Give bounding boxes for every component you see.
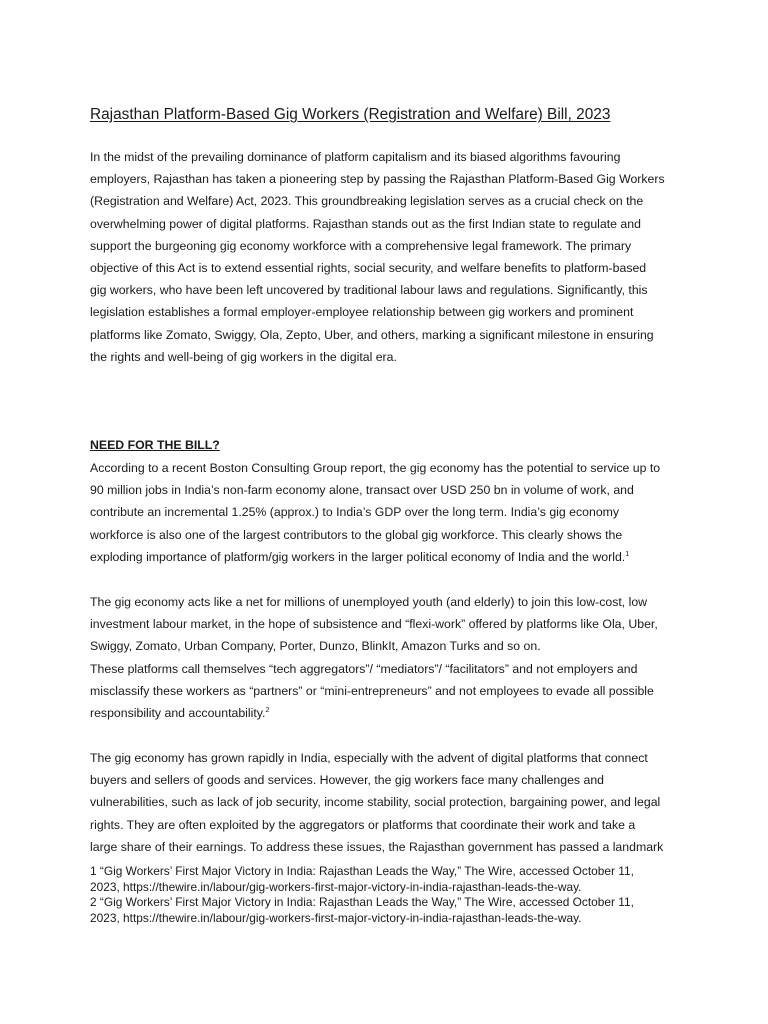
footnotes — [90, 864, 690, 926]
text-line: 90 million jobs in India’s non-farm economy alone, transact over USD 250 bn in volume of work, and — [90, 483, 634, 498]
text-fragment: responsibility and accountability. — [90, 706, 266, 721]
text-line: large share of their earnings. To address these issues, the Rajasthan government has passed a landmark — [90, 839, 664, 854]
need-paragraph-3 — [90, 747, 682, 858]
text-line — [90, 702, 682, 724]
text-line: These platforms call themselves “tech aggregators”/ “mediators”/ “facilitators” and not employers and — [90, 661, 638, 676]
text-line: The gig economy has grown rapidly in India, especially with the advent of digital platforms that connect — [90, 751, 648, 765]
text-line: objective of this Act is to extend essential rights, social security, and welfare benefits to platform-based — [90, 261, 647, 276]
footnote-line: 2023, https://thewire.in/labour/gig-workers-first-major-victory-in-india-rajasthan-leads-the-way. — [90, 879, 582, 894]
need-paragraph-2 — [90, 591, 682, 724]
footnote-ref: 1 — [625, 550, 630, 558]
text-line: The gig economy acts like a net for millions of unemployed youth (and elderly) to join this low-cost, low — [90, 595, 648, 609]
text-line: workforce is also one of the largest contributors to the global gig workforce. This clearly shows the — [90, 527, 623, 542]
text-line: overwhelming power of digital platforms. Rajasthan stands out as the first Indian state to regulate and — [90, 216, 641, 231]
text-line: misclassify these workers as “partners” or “mini-entrepreneurs” and not employees to evade all possible — [90, 683, 654, 698]
intro-paragraph — [90, 146, 682, 368]
text-line: vulnerabilities, such as lack of job security, income stability, social protection, bargaining power, and legal — [90, 795, 661, 810]
section-heading: NEED FOR THE BILL? — [90, 438, 220, 452]
text-line: legislation establishes a formal employer-employee relationship between gig workers and prominent — [90, 305, 634, 320]
text-line: support the burgeoning gig economy workforce with a comprehensive legal framework. The primary — [90, 238, 632, 253]
text-line: investment labour market, in the hope of subsistence and “flexi-work” offered by platforms like Ola, Uber, — [90, 617, 658, 632]
need-paragraph-1 — [90, 457, 682, 568]
text-line: Swiggy, Zomato, Urban Company, Porter, Dunzo, BlinkIt, Amazon Turks and so on. — [90, 639, 541, 654]
text-line: (Registration and Welfare) Act, 2023. This groundbreaking legislation serves as a crucial check on the — [90, 194, 644, 209]
text-line: employers, Rajasthan has taken a pioneering step by passing the Rajasthan Platform-Based Gig Workers — [90, 172, 665, 187]
text-line: In the midst of the prevailing dominance of platform capitalism and its biased algorithms favouring — [90, 150, 621, 164]
footnote-line: 2 “Gig Workers’ First Major Victory in India: Rajasthan Leads the Way,” The Wire, accessed October 11, — [90, 895, 634, 910]
text-fragment: exploding importance of platform/gig workers in the larger political economy of India and the world. — [90, 549, 626, 564]
text-line — [90, 546, 682, 568]
document-title: Rajasthan Platform-Based Gig Workers (Registration and Welfare) Bill, 2023 — [90, 106, 611, 123]
footnote-line: 2023, https://thewire.in/labour/gig-workers-first-major-victory-in-india-rajasthan-leads-the-way. — [90, 910, 582, 925]
text-line: rights. They are often exploited by the aggregators or platforms that coordinate their work and take a — [90, 817, 636, 832]
text-line: contribute an incremental 1.25% (approx.) to India’s GDP over the long term. India’s gig economy — [90, 505, 620, 520]
text-line: buyers and sellers of goods and services. However, the gig workers face many challenges and — [90, 773, 605, 788]
footnote-ref: 2 — [265, 707, 270, 715]
text-line: According to a recent Boston Consulting Group report, the gig economy has the potential to service up to — [90, 461, 661, 475]
footnote-line: 1 “Gig Workers’ First Major Victory in India: Rajasthan Leads the Way,” The Wire, accessed October 11, — [90, 864, 634, 878]
text-line: the rights and well-being of gig workers in the digital era. — [90, 349, 397, 364]
text-line: gig workers, who have been left uncovered by traditional labour laws and regulations. Significantly, this — [90, 283, 648, 298]
text-line: platforms like Zomato, Swiggy, Ola, Zepto, Uber, and others, marking a significant milestone in ensuring — [90, 327, 654, 342]
